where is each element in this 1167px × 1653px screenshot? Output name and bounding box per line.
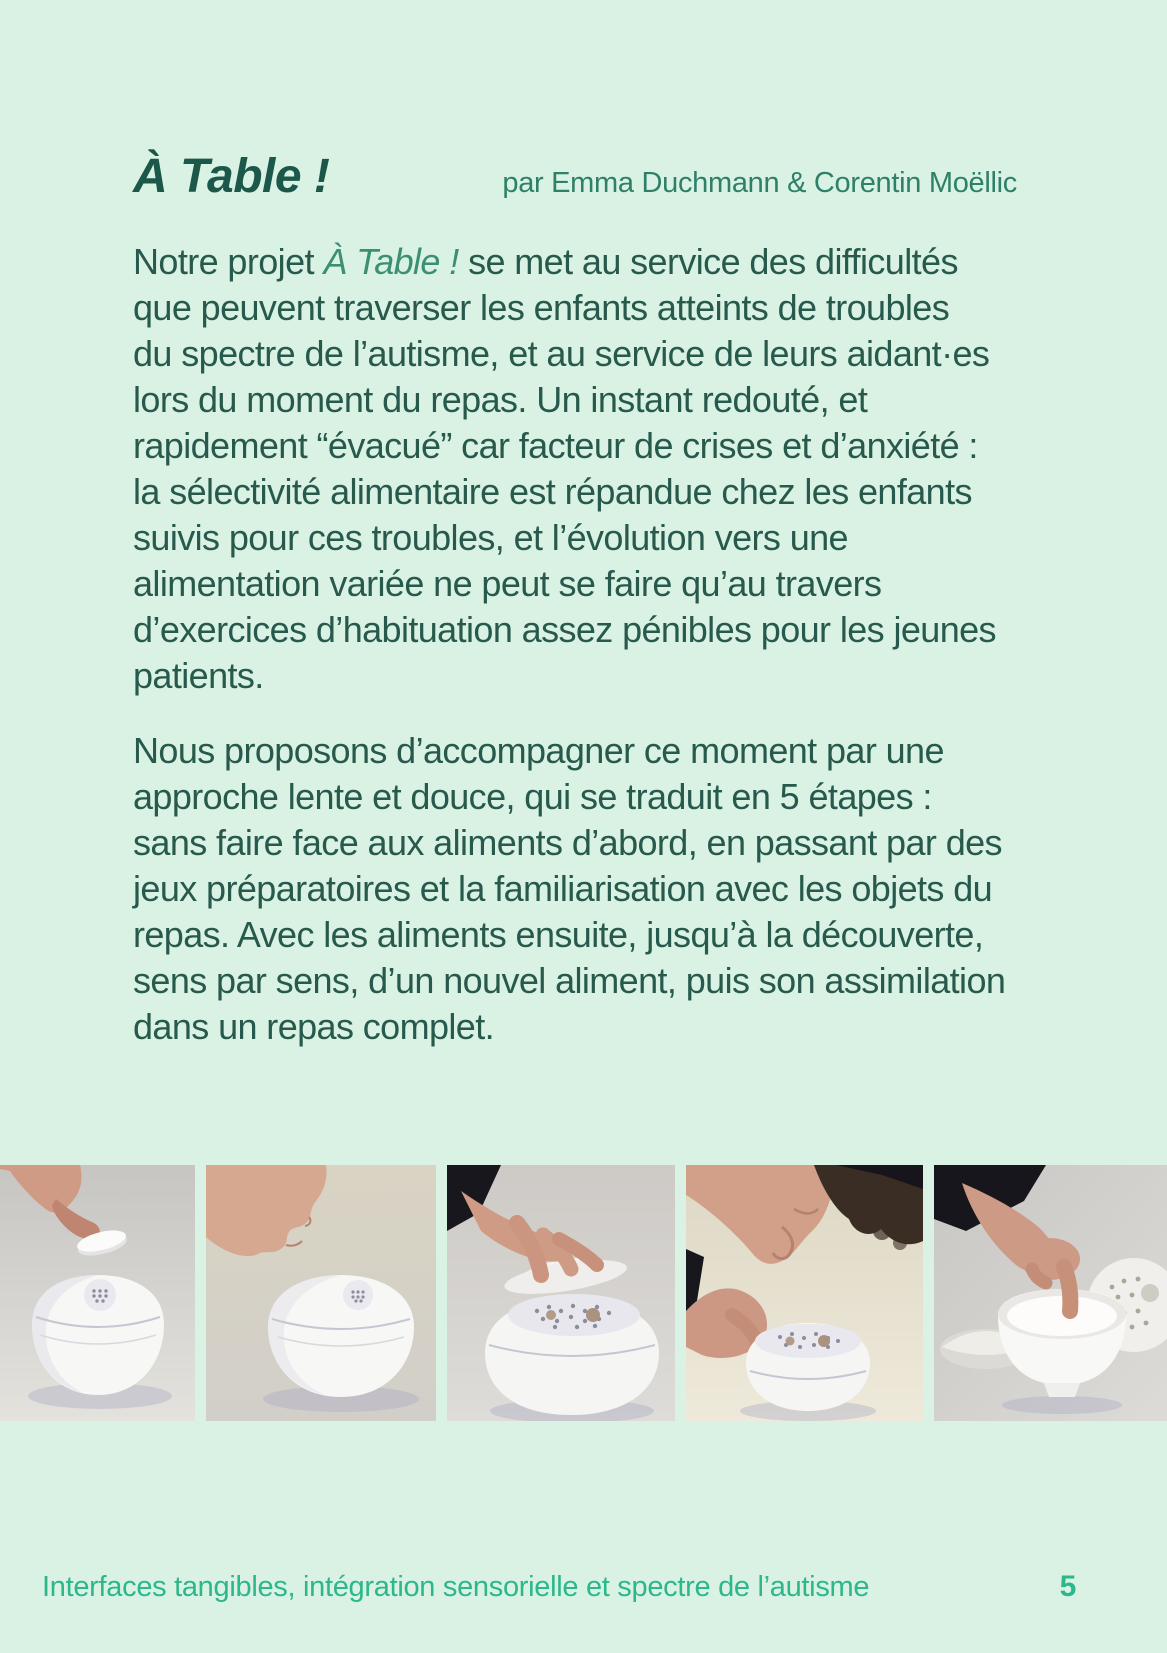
text-line: lors du moment du repas. Un instant redouté, et <box>133 378 868 420</box>
text-line: Nous proposons d’accompagner ce moment par une <box>133 729 944 771</box>
text-line: rapidement “évacué” car facteur de crises et d’anxiété : <box>133 424 978 466</box>
page-title: À Table ! <box>133 150 330 203</box>
project-name-inline: À Table ! <box>323 240 459 282</box>
page-number: 5 <box>1059 1570 1076 1603</box>
text-line: repas. Avec les aliments ensuite, jusqu’à la découverte, <box>133 913 984 955</box>
text-line: suivis pour ces troubles, et l’évolution vers une <box>133 516 848 558</box>
text-line: alimentation variée ne peut se faire qu’au travers <box>133 562 882 604</box>
text-line: sans faire face aux aliments d’abord, en passant par des <box>133 821 1002 863</box>
text-column <box>133 148 1017 1050</box>
photo-1-image <box>0 1165 195 1421</box>
photo-5 <box>934 1165 1167 1421</box>
photo-4 <box>686 1165 923 1421</box>
page-footer <box>42 1570 1076 1604</box>
text-segment: Notre projet <box>133 240 324 282</box>
photo-1 <box>0 1165 195 1421</box>
photo-3-image <box>447 1165 675 1421</box>
photo-4-image <box>686 1165 923 1421</box>
text-line: patients. <box>133 654 264 696</box>
text-line <box>133 239 1017 285</box>
text-line: jeux préparatoires et la familiarisation avec les objets du <box>133 867 993 909</box>
text-line: dans un repas complet. <box>133 1005 495 1047</box>
text-line: sens par sens, d’un nouvel aliment, puis son assimilation <box>133 959 1006 1001</box>
photo-2-image <box>206 1165 436 1421</box>
text-line: du spectre de l’autisme, et au service de leurs aidant·es <box>133 332 990 374</box>
article-header <box>133 148 1017 206</box>
photo-2 <box>206 1165 436 1421</box>
photo-strip <box>0 1165 1167 1421</box>
paragraph-intro <box>133 239 1017 699</box>
text-line: que peuvent traverser les enfants atteints de troubles <box>133 286 950 328</box>
text-line: la sélectivité alimentaire est répandue chez les enfants <box>133 470 972 512</box>
text-line: approche lente et douce, qui se traduit en 5 étapes : <box>133 775 932 817</box>
photo-3 <box>447 1165 675 1421</box>
text-line: d’exercices d’habituation assez pénibles pour les jeunes <box>133 608 996 650</box>
footer-running-title: Interfaces tangibles, intégration sensorielle et spectre de l’autisme <box>42 1571 870 1603</box>
byline: par Emma Duchmann & Corentin Moëllic <box>502 167 1017 199</box>
photo-5-image <box>934 1165 1167 1421</box>
text-segment: se met au service des difficultés <box>458 240 958 282</box>
paragraph-method <box>133 728 1017 1050</box>
